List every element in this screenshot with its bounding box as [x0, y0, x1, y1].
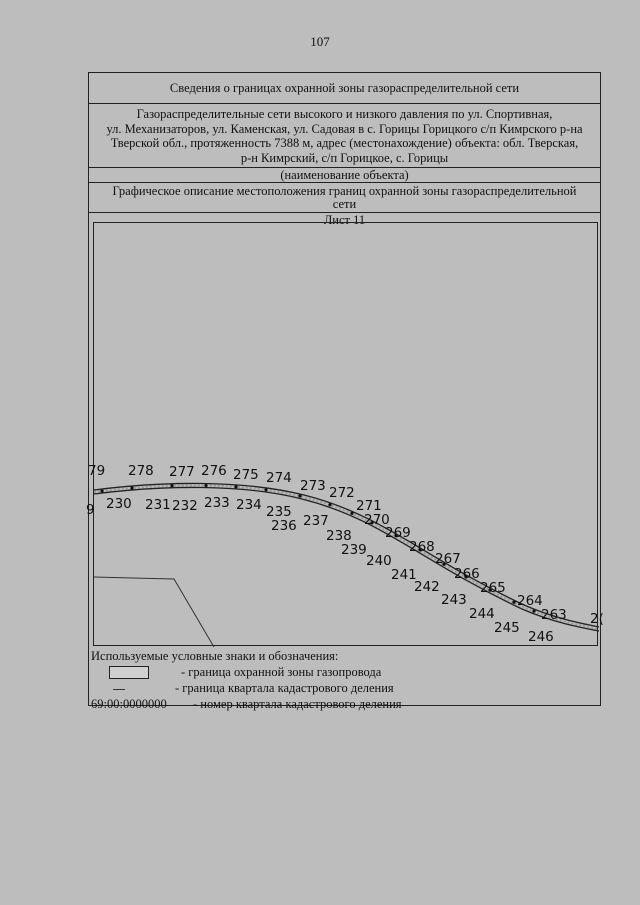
point-label: 79 — [88, 463, 106, 479]
point-label: 235 — [266, 504, 292, 520]
point-label: 2( — [590, 611, 604, 627]
boundary-point — [512, 601, 515, 604]
point-label: 241 — [391, 567, 417, 583]
description-line: Графическое описание местоположения границ охранной зоны газораспределительной — [112, 184, 577, 198]
point-label: 244 — [469, 606, 495, 622]
legend-code: 69:00:0000000 — [91, 697, 167, 711]
point-label: 242 — [414, 579, 440, 595]
cadastral-quarter-line — [94, 577, 214, 647]
point-label: 277 — [169, 464, 195, 480]
legend — [91, 648, 598, 712]
legend-text: - граница квартала кадастрового деления — [175, 681, 394, 695]
boundary-point — [350, 512, 353, 515]
object-line: Газораспределительные сети высокого и низкого давления по ул. Спортивная, — [136, 107, 553, 121]
point-label: 238 — [326, 528, 352, 544]
point-label: 245 — [494, 620, 520, 636]
legend-text: - граница охранной зоны газопровода — [181, 665, 382, 679]
point-label: 240 — [366, 553, 392, 569]
point-label: 274 — [266, 470, 292, 486]
boundary-point — [298, 494, 301, 497]
object-caption: (наименование объекта) — [89, 168, 600, 183]
point-label: 239 — [341, 542, 367, 558]
graphic-description — [89, 183, 600, 213]
object-line: ул. Механизаторов, ул. Каменская, ул. Садовая в с. Горицы Горицкого с/п Кимрского р-на — [106, 121, 583, 136]
description-line: сети — [332, 197, 357, 211]
boundary-point — [100, 489, 103, 492]
point-label: 265 — [480, 580, 506, 596]
boundary-point — [204, 484, 207, 487]
object-line: р-н Кимрский, с/п Горицкое, с. Горицы — [240, 150, 449, 165]
point-label: 272 — [329, 485, 355, 501]
legend-heading: Используемые условные знаки и обозначения: — [91, 649, 339, 663]
point-label: 9 — [86, 502, 95, 518]
map-drawing — [86, 223, 604, 647]
zone-symbol-icon — [109, 666, 149, 679]
legend-text: - номер квартала кадастрового деления — [193, 697, 402, 711]
point-label: 236 — [271, 518, 297, 534]
object-line: Тверской обл., протяженность 7388 м, адрес (местонахождение) объекта: обл. Тверская, — [110, 136, 579, 151]
point-label: 230 — [106, 496, 132, 512]
legend-item-zone — [91, 664, 598, 680]
legend-item-quarter — [91, 680, 598, 696]
point-label: 246 — [528, 629, 554, 645]
point-label: 273 — [300, 478, 326, 494]
boundary-point — [234, 485, 237, 488]
point-label: 275 — [233, 467, 259, 483]
point-label: 269 — [385, 525, 411, 541]
document-title: Сведения о границах охранной зоны газораспределительной сети — [89, 73, 600, 104]
lower-point-labels — [86, 495, 554, 645]
object-name — [89, 104, 600, 168]
boundary-point — [130, 486, 133, 489]
boundary-point — [264, 488, 267, 491]
point-label: 276 — [201, 463, 227, 479]
point-label: 271 — [356, 498, 382, 514]
boundary-map — [86, 222, 604, 646]
page-number: 107 — [310, 34, 330, 49]
point-label: 268 — [409, 539, 435, 555]
point-label: 234 — [236, 497, 262, 513]
point-label: 231 — [145, 497, 171, 513]
boundary-point — [328, 503, 331, 506]
point-label: 264 — [517, 593, 543, 609]
point-label: 266 — [454, 566, 480, 582]
point-label: 232 — [172, 498, 198, 514]
point-label: 237 — [303, 513, 329, 529]
legend-item-code — [91, 696, 598, 712]
boundary-point — [170, 484, 173, 487]
point-label: 243 — [441, 592, 467, 608]
point-label: 233 — [204, 495, 230, 511]
document-frame — [86, 72, 604, 711]
line-symbol-icon — [113, 689, 125, 690]
boundary-point — [532, 610, 535, 613]
sheet-label: Лист 11 — [323, 213, 366, 227]
point-label: 270 — [364, 512, 390, 528]
point-label: 267 — [435, 551, 461, 567]
point-label: 278 — [128, 463, 154, 479]
point-label: 263 — [541, 607, 567, 623]
